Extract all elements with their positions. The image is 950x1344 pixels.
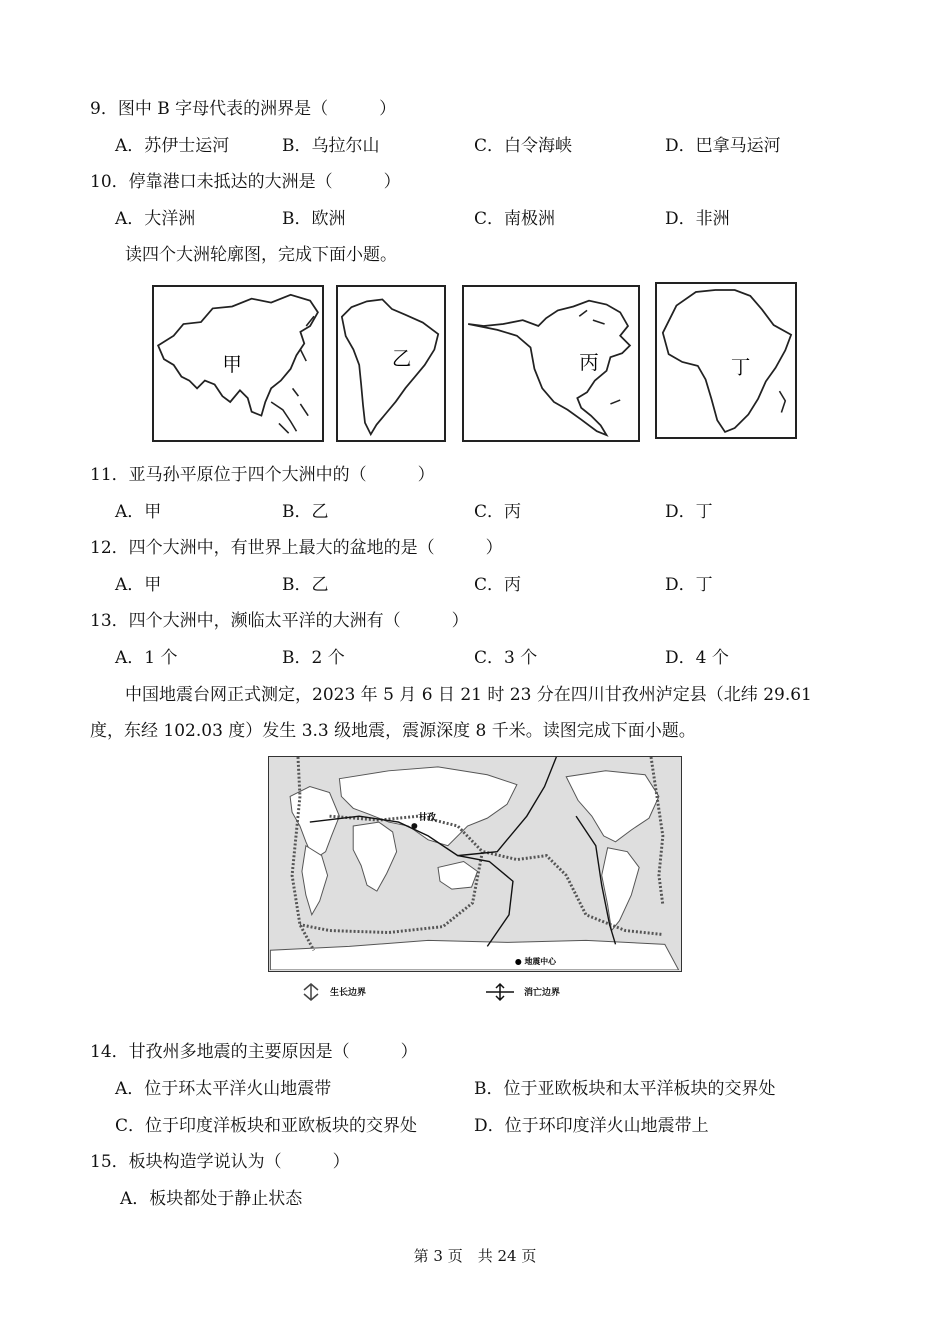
q10-option-d[interactable]: D．非洲 [665,209,730,229]
map-north-america [462,285,640,442]
q15-option-a[interactable]: A．板块都处于静止状态 [120,1189,303,1209]
q10-option-a[interactable]: A．大洋洲 [115,209,196,229]
q11-option-c[interactable]: C．丙 [474,502,522,522]
q13-option-d[interactable]: D．4 个 [665,648,729,668]
q12-option-a[interactable]: A．甲 [115,575,162,595]
map-africa [655,282,797,439]
q15-stem: 15．板块构造学说认为（ ） [90,1152,350,1172]
q14-option-b[interactable]: B．位于亚欧板块和太平洋板块的交界处 [474,1079,776,1099]
legend-grow-icon [300,982,322,1002]
map-label-yi: 乙 [391,346,412,370]
q9-option-d[interactable]: D．巴拿马运河 [665,136,781,156]
q14-stem: 14．甘孜州多地震的主要原因是（ ） [90,1042,418,1062]
q13-option-c[interactable]: C．3 个 [474,648,538,668]
q9-option-c[interactable]: C．白令海峡 [474,136,573,156]
plate-map-svg [269,757,680,970]
map-label-ding: 丁 [730,355,751,379]
intro-earthquake-line1: 中国地震台网正式测定，2023 年 5 月 6 日 21 时 23 分在四川甘孜州泸定县（北纬 29.61 [125,685,812,705]
map-label-jia: 甲 [222,352,242,376]
q9-option-a[interactable]: A．苏伊士运河 [115,136,230,156]
legend-subduct-icon [484,982,516,1002]
q10-stem: 10．停靠港口未抵达的大洲是（ ） [90,172,401,192]
ganzi-epicenter-dot [411,823,417,829]
ganzi-label: 甘孜 [418,813,437,824]
intro-earthquake-line2: 度，东经 102.03 度）发生 3.3 级地震，震源深度 8 千米。读图完成下面小题。 [90,721,696,741]
q11-stem: 11．亚马孙平原位于四个大洲中的（ ） [90,465,435,485]
q13-stem: 13．四个大洲中，濒临太平洋的大洲有（ ） [90,611,469,631]
map-asia [152,285,324,442]
q11-option-d[interactable]: D．丁 [665,502,713,522]
map-south-america [336,285,446,442]
q10-option-c[interactable]: C．南极洲 [474,209,556,229]
epicenter-label: ● 地震中心 [514,957,557,967]
legend-subduct-label: 消亡边界 [524,988,561,998]
q13-option-a[interactable]: A．1 个 [115,648,178,668]
q11-option-b[interactable]: B．乙 [282,502,329,522]
legend-grow-label: 生长边界 [330,988,367,998]
north-america-outline [464,287,638,440]
q9-stem: 9．图中 B 字母代表的洲界是（ ） [90,99,397,119]
q13-option-b[interactable]: B．2 个 [282,648,345,668]
q14-option-d[interactable]: D．位于环印度洋火山地震带上 [474,1116,709,1136]
world-plate-map [268,756,682,972]
q12-stem: 12．四个大洲中，有世界上最大的盆地的是（ ） [90,538,503,558]
intro-continents: 读四个大洲轮廓图，完成下面小题。 [125,245,397,265]
q11-option-a[interactable]: A．甲 [115,502,162,522]
south-america-outline [338,287,444,440]
q14-option-c[interactable]: C．位于印度洋板块和亚欧板块的交界处 [115,1116,418,1136]
asia-outline [154,287,322,440]
q12-option-d[interactable]: D．丁 [665,575,713,595]
africa-outline [657,284,795,437]
q12-option-b[interactable]: B．乙 [282,575,329,595]
q12-option-c[interactable]: C．丙 [474,575,522,595]
q9-option-b[interactable]: B．乌拉尔山 [282,136,380,156]
q10-option-b[interactable]: B．欧洲 [282,209,346,229]
q14-option-a[interactable]: A．位于环太平洋火山地震带 [115,1079,332,1099]
map-label-bing: 丙 [579,350,599,374]
page-footer: 第 3 页 共 24 页 [413,1247,537,1265]
